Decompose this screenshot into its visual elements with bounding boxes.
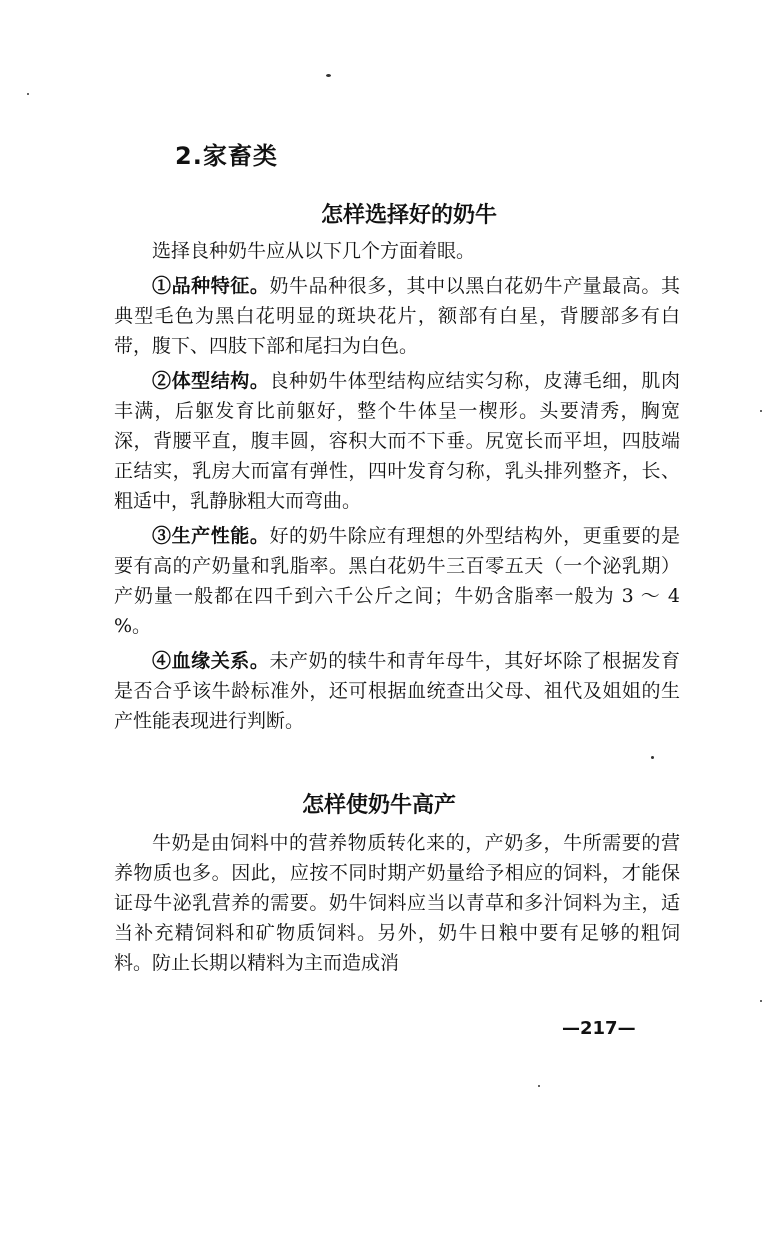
- item-text: 未产奶的犊牛和青年母牛，其好坏除了根据发育是否合乎该牛龄标准外，还可根据血统查出父母、祖代及姐姐的生产性能表现进行判断。: [114, 650, 680, 732]
- item-lead: ④血缘关系。: [152, 650, 270, 672]
- item-paragraph-breed: [114, 271, 680, 361]
- print-speck: [760, 1000, 762, 1002]
- print-speck: [651, 756, 654, 759]
- print-speck: [760, 410, 762, 412]
- print-speck: [326, 74, 331, 77]
- intro-paragraph: 选择良种奶牛应从以下几个方面着眼。: [152, 240, 476, 262]
- section-heading: 2.家畜类: [175, 142, 278, 170]
- article-title-choose-cow: 怎样选择好的奶牛: [320, 203, 497, 228]
- page-number: —217—: [562, 1018, 636, 1039]
- item-paragraph-lineage: [114, 646, 680, 736]
- item-text: 奶牛品种很多，其中以黑白花奶牛产量最高。其典型毛色为黑白花明显的斑块花片，额部有白星，背腰部多有白带，腹下、四肢下部和尾扫为白色。: [114, 275, 680, 357]
- article-title-high-yield: 怎样使奶牛高产: [301, 793, 456, 818]
- item-paragraph-production: [114, 521, 680, 641]
- item-text: 好的奶牛除应有理想的外型结构外，更重要的是要有高的产奶量和乳脂率。黑白花奶牛三百零五天（一个泌乳期）产奶量一般都在四千到六千公斤之间；牛奶含脂率一般为 3 ～ 4 %。: [114, 525, 680, 637]
- item-paragraph-body-type: [114, 366, 680, 516]
- item-lead: ①品种特征。: [152, 275, 270, 297]
- article-body-choose-cow: [114, 236, 680, 741]
- item-lead: ②体型结构。: [152, 370, 270, 392]
- print-speck: [27, 93, 29, 95]
- item-lead: ③生产性能。: [152, 525, 270, 547]
- item-text: 良种奶牛体型结构应结实匀称，皮薄毛细，肌肉丰满，后躯发育比前躯好，整个牛体呈一楔形。头要清秀，胸宽深，背腰平直，腹丰圆，容积大而不下垂。尻宽长而平坦，四肢端正结实，乳房大而富有弹性，四叶发育匀称，乳头排列整齐，长、粗适中，乳静脉粗大而弯曲。: [114, 370, 680, 512]
- body-paragraph: 牛奶是由饲料中的营养物质转化来的，产奶多，牛所需要的营养物质也多。因此，应按不同时期产奶量给予相应的饲料，才能保证母牛泌乳营养的需要。奶牛饲料应当以青草和多汁饲料为主，适当补充精饲料和矿物质饲料。另外，奶牛日粮中要有足够的粗饲料。防止长期以精料为主而造成消: [114, 832, 680, 974]
- print-speck: [538, 1085, 540, 1087]
- article-body-high-yield: [114, 828, 680, 983]
